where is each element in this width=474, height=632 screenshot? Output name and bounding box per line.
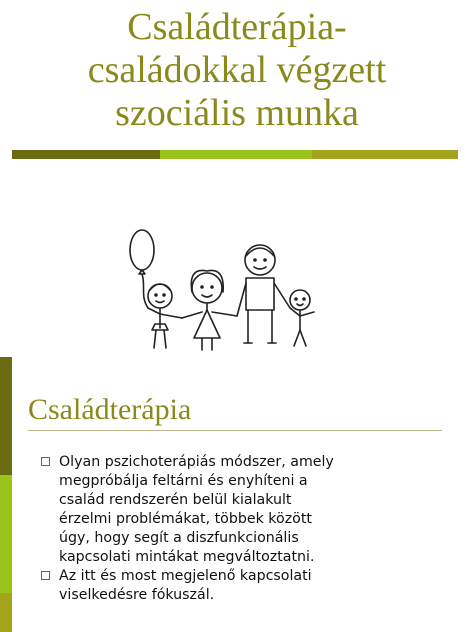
- bullet-line: kapcsolati mintákat megváltoztatni.: [59, 549, 315, 565]
- family-drawing: [122, 208, 332, 353]
- slide-title: [0, 6, 474, 135]
- bullet-list: [40, 453, 440, 605]
- title-divider-green: [160, 150, 312, 159]
- bullet-line: megpróbálja feltárni és enyhíteni a: [59, 473, 308, 489]
- section-title: Családterápia: [28, 393, 192, 426]
- bullet-line: úgy, hogy segít a diszfunkcionális: [59, 530, 299, 546]
- bullet-line: család rendszerén belül kialakult: [59, 492, 292, 508]
- title-divider-dark: [12, 150, 160, 159]
- square-bullet-icon: [41, 457, 50, 466]
- slide-title-line-2: családokkal végzett: [87, 49, 387, 91]
- slide-title-line-1: Családterápia-: [127, 6, 347, 48]
- bullet-item: [40, 567, 440, 605]
- square-bullet-icon: [41, 571, 50, 580]
- bullet-line: Az itt és most megjelenő kapcsolati: [59, 568, 312, 584]
- bullet-item: [40, 453, 440, 567]
- section-title-rule: [28, 430, 442, 431]
- side-accent-olive: [0, 593, 12, 632]
- title-divider-olive: [312, 150, 458, 159]
- balloon: [130, 230, 154, 270]
- slide-title-line-3: szociális munka: [115, 92, 359, 134]
- side-accent-dark: [0, 357, 12, 475]
- bullet-line: Olyan pszichoterápiás módszer, amely: [59, 454, 334, 470]
- bullet-line: érzelmi problémákat, többek között: [59, 511, 312, 527]
- side-accent-green: [0, 475, 12, 593]
- child-right-head: [290, 290, 310, 310]
- mother-head: [192, 273, 222, 303]
- bullet-line: viselkedésre fókuszál.: [59, 587, 215, 603]
- father-head: [245, 245, 275, 275]
